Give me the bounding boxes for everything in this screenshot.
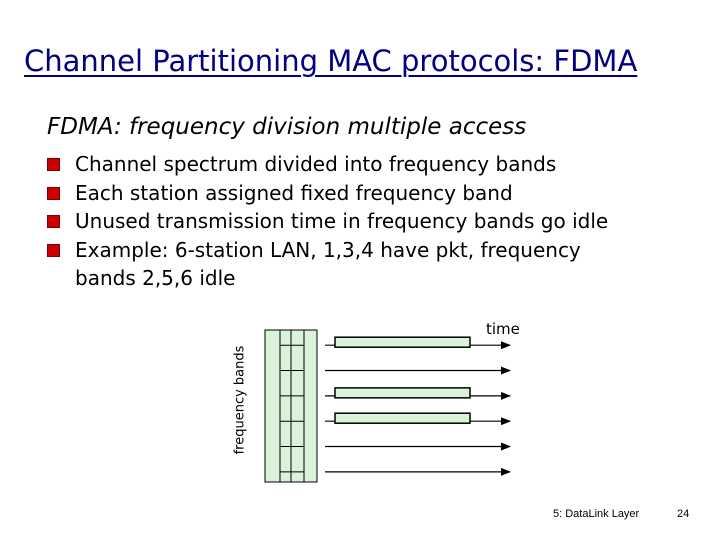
bullet-text-continuation: bands 2,5,6 idle xyxy=(75,266,236,290)
time-axis-label: time xyxy=(486,320,520,338)
slide-title: Channel Partitioning MAC protocols: FDMA xyxy=(24,44,638,78)
band-1-packet xyxy=(335,337,470,347)
band-3-packet xyxy=(335,388,470,398)
bullet-text: Each station assigned fixed frequency band xyxy=(75,180,513,205)
y-axis-label: frequency bands xyxy=(232,345,248,455)
footer-chapter: 5: DataLink Layer xyxy=(553,508,640,520)
bullet-text: Channel spectrum divided into frequency bands xyxy=(75,152,557,176)
slide-subtitle: FDMA: frequency division multiple access xyxy=(47,114,527,140)
bullet-text: Unused transmission time in frequency bands go idle xyxy=(75,209,609,233)
page-number: 24 xyxy=(677,508,690,520)
band-lines xyxy=(325,337,510,472)
band-4-packet xyxy=(335,413,470,423)
bullet-text: Example: 6-station LAN, 1,3,4 have pkt, frequency xyxy=(75,237,581,262)
